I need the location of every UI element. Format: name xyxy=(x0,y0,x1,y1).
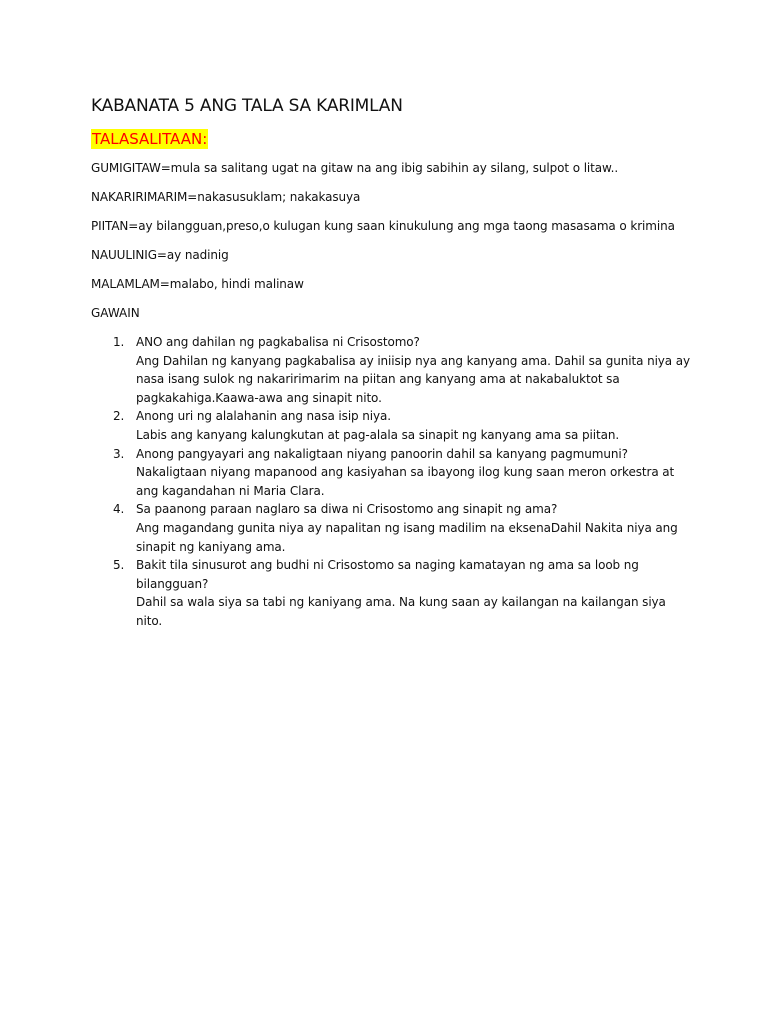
question-text: Bakit tila sinusurot ang budhi ni Crisostomo sa naging kamatayan ng ama sa loob ng bilangguan? xyxy=(136,558,639,591)
document-page xyxy=(91,95,691,631)
question-text: ANO ang dahilan ng pagkabalisa ni Crisostomo? xyxy=(136,335,420,349)
question-number: 5. xyxy=(113,558,125,573)
vocabulary-heading: TALASALITAAN: xyxy=(92,130,208,148)
answer-text: Ang magandang gunita niya ay napalitan ng isang madilim na eksenaDahil Nakita niya ang sinapit ng kaniyang ama. xyxy=(136,520,678,554)
vocabulary-item: GUMIGITAW=mula sa salitang ugat na gitaw na ang ibig sabihin ay silang, sulpot o litaw.. xyxy=(91,161,619,175)
question-item xyxy=(91,407,691,444)
vocabulary-item: NAKARIRIMARIM=nakasusuklam; nakakasuya xyxy=(91,190,361,204)
vocabulary-item: PIITAN=ay bilangguan,preso,o kulugan kung saan kinukulung ang mga taong masasama o krimina xyxy=(91,219,675,233)
vocabulary-list xyxy=(91,160,691,292)
document-title: KABANATA 5 ANG TALA SA KARIMLAN xyxy=(91,96,403,116)
answer-text: Nakaligtaan niyang mapanood ang kasiyahan sa ibayong ilog kung saan meron orkestra at ang kagandahan ni Maria Clara. xyxy=(136,465,675,498)
vocabulary-item: MALAMLAM=malabo, hindi malinaw xyxy=(91,277,304,291)
question-item xyxy=(91,333,691,407)
question-item xyxy=(91,445,691,501)
question-number: 2. xyxy=(113,409,125,424)
answer-text: Dahil sa wala siya sa tabi ng kaniyang ama. Na kung saan ay kailangan na kailangan siya nito. xyxy=(136,595,666,628)
question-text: Anong uri ng alalahanin ang nasa isip niya. xyxy=(136,409,391,424)
question-text: Sa paanong paraan naglaro sa diwa ni Crisostomo ang sinapit ng ama? xyxy=(136,502,558,517)
question-number: 1. xyxy=(113,335,125,349)
answer-text: Labis ang kanyang kalungkutan at pag-alala sa sinapit ng kanyang ama sa piitan. xyxy=(136,427,620,442)
question-number: 3. xyxy=(113,446,125,461)
question-number: 4. xyxy=(113,502,125,517)
vocabulary-item: NAUULINIG=ay nadinig xyxy=(91,248,229,262)
question-text: Anong pangyayari ang nakaligtaan niyang panoorin dahil sa kanyang pagmumuni? xyxy=(136,446,628,461)
answer-text: Ang Dahilan ng kanyang pagkabalisa ay iniisip nya ang kanyang ama. Dahil sa gunita niya ay nasa isang sulok ng nakaririmarim na piitan ang kanyang ama at nakabaluktot sa pagkakahiga.Kaawa-awa ang sinapit nito. xyxy=(136,353,691,405)
question-item xyxy=(91,500,691,556)
question-item xyxy=(91,556,691,630)
question-list xyxy=(91,333,691,631)
activity-heading: GAWAIN xyxy=(91,306,140,320)
